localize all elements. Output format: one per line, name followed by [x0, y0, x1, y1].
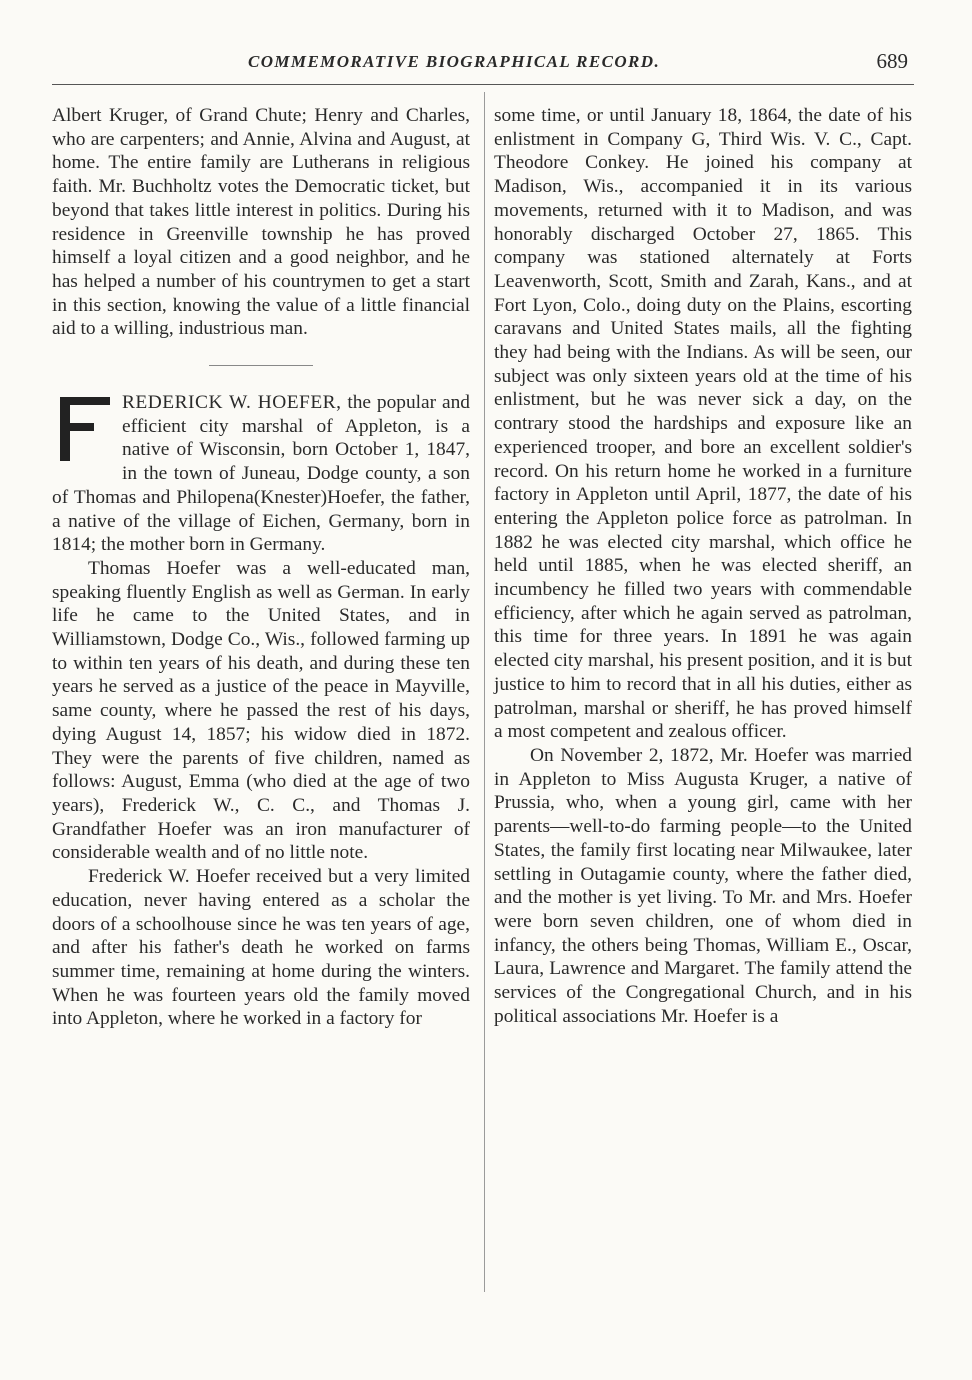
- section-divider: [209, 365, 313, 366]
- left-column: [52, 104, 470, 1031]
- page-header: [52, 50, 912, 76]
- drop-cap-f: [56, 395, 114, 465]
- right-column: [494, 104, 912, 1028]
- page-number: 689: [876, 49, 908, 73]
- paragraph-marriage: On November 2, 1872, Mr. Hoefer was married in Appleton to Miss Augusta Kruger, a native of Prussia, who, when a young girl, came with her parents—well-to-do farming people—to the United States, the family first locating near Milwaukee, later settling in Outagamie county, where the father died, and the mother is yet living. To Mr. and Mrs. Hoefer were born seven children, one of whom died in infancy, the others being Thomas, William E., Oscar, Laura, Lawrence and Margaret. The family attend the services of the Congregational Church, and in his political associations Mr. Hoefer is a: [494, 744, 912, 1027]
- column-divider: [484, 92, 485, 1292]
- running-title: COMMEMORATIVE BIOGRAPHICAL RECORD.: [248, 52, 661, 71]
- header-rule: [52, 84, 914, 85]
- paragraph-hoefer-intro: [52, 391, 470, 557]
- paragraph-buchholtz-family: Albert Kruger, of Grand Chute; Henry and Charles, who are carpenters; and Annie, Alvina and August, at home. The entire family are Lutherans in religious faith. Mr. Buchholtz votes the Democratic ticket, but beyond that takes little interest in politics. During his residence in Greenville township he has proved himself a loyal citizen and a good neighbor, and he has helped a number of his countrymen to get a start in this section, knowing the value of a little financial aid to a willing, industrious man.: [52, 105, 470, 340]
- intro-text: the popular and efficient city marshal of Appleton, is a native of Wisconsin, born October 1, 1847, in the town of Juneau, Dodge county, a son of Thomas and Philopena(Knester)Hoefer, the father, a native of the village of Eichen, Germany, born in 1814; the mother born in Germany.: [52, 392, 470, 556]
- drop-cap-letter: F: [56, 395, 57, 397]
- paragraph-military-career: some time, or until January 18, 1864, the date of his enlistment in Company G, Third Wis. V. C., Capt. Theodore Conkey. He joined his company at Madison, Wis., accompanied it in its various movements, returned with it to Madison, and was honorably discharged October 27, 1865. This company was stationed alternately at Forts Leavenworth, Scott, Smith and Zarah, Kans., and at Fort Lyon, Colo., doing duty on the Plains, escorting caravans and United States mails, all the fighting they had being with the Indians. As will be seen, our subject was only sixteen years old at the time of his enlistment, but he was never sick a day, on the contrary stood the hardships and exposure like an experienced trooper, and bore an excellent soldier's record. On his return home he worked in a furniture factory in Appleton until April, 1877, the date of his entering the Appleton police force as patrolman. In 1882 he was elected city marshal, which office he held until 1885, when he was elected sheriff, an incumbency he filled two years with commendable efficiency, after which he again served as patrolman, this time for three years. In 1891 he was again elected city marshal, his present position, and it is but justice to him to record that in all his duties, either as patrolman, marshal or sheriff, he has proved himself a most competent and zealous officer.: [494, 105, 912, 743]
- paragraph-thomas-hoefer: Thomas Hoefer was a well-educated man, speaking fluently English as well as German. In early life he came to the United States, and in Williamstown, Dodge Co., Wis., followed farming up to within ten years of his death, and during these ten years he served as a justice of the peace in Mayville, same county, where he passed the rest of his days, dying August 14, 1857; his widow died in 1872. They were the parents of five children, named as follows: August, Emma (who died at the age of two years), Frederick W., C. C., and Thomas J. Grandfather Hoefer was an iron manufacturer of considerable wealth and of no little note.: [52, 557, 470, 864]
- paragraph-education: Frederick W. Hoefer received but a very limited education, never having entered as a scholar the doors of a schoolhouse since he was ten years of age, and after his father's death he worked on farms summer time, remaining at home during the winters. When he was fourteen years old the family moved into Appleton, where he worked in a factory for: [52, 866, 470, 1030]
- subject-name: REDERICK W. HOEFER,: [122, 392, 342, 414]
